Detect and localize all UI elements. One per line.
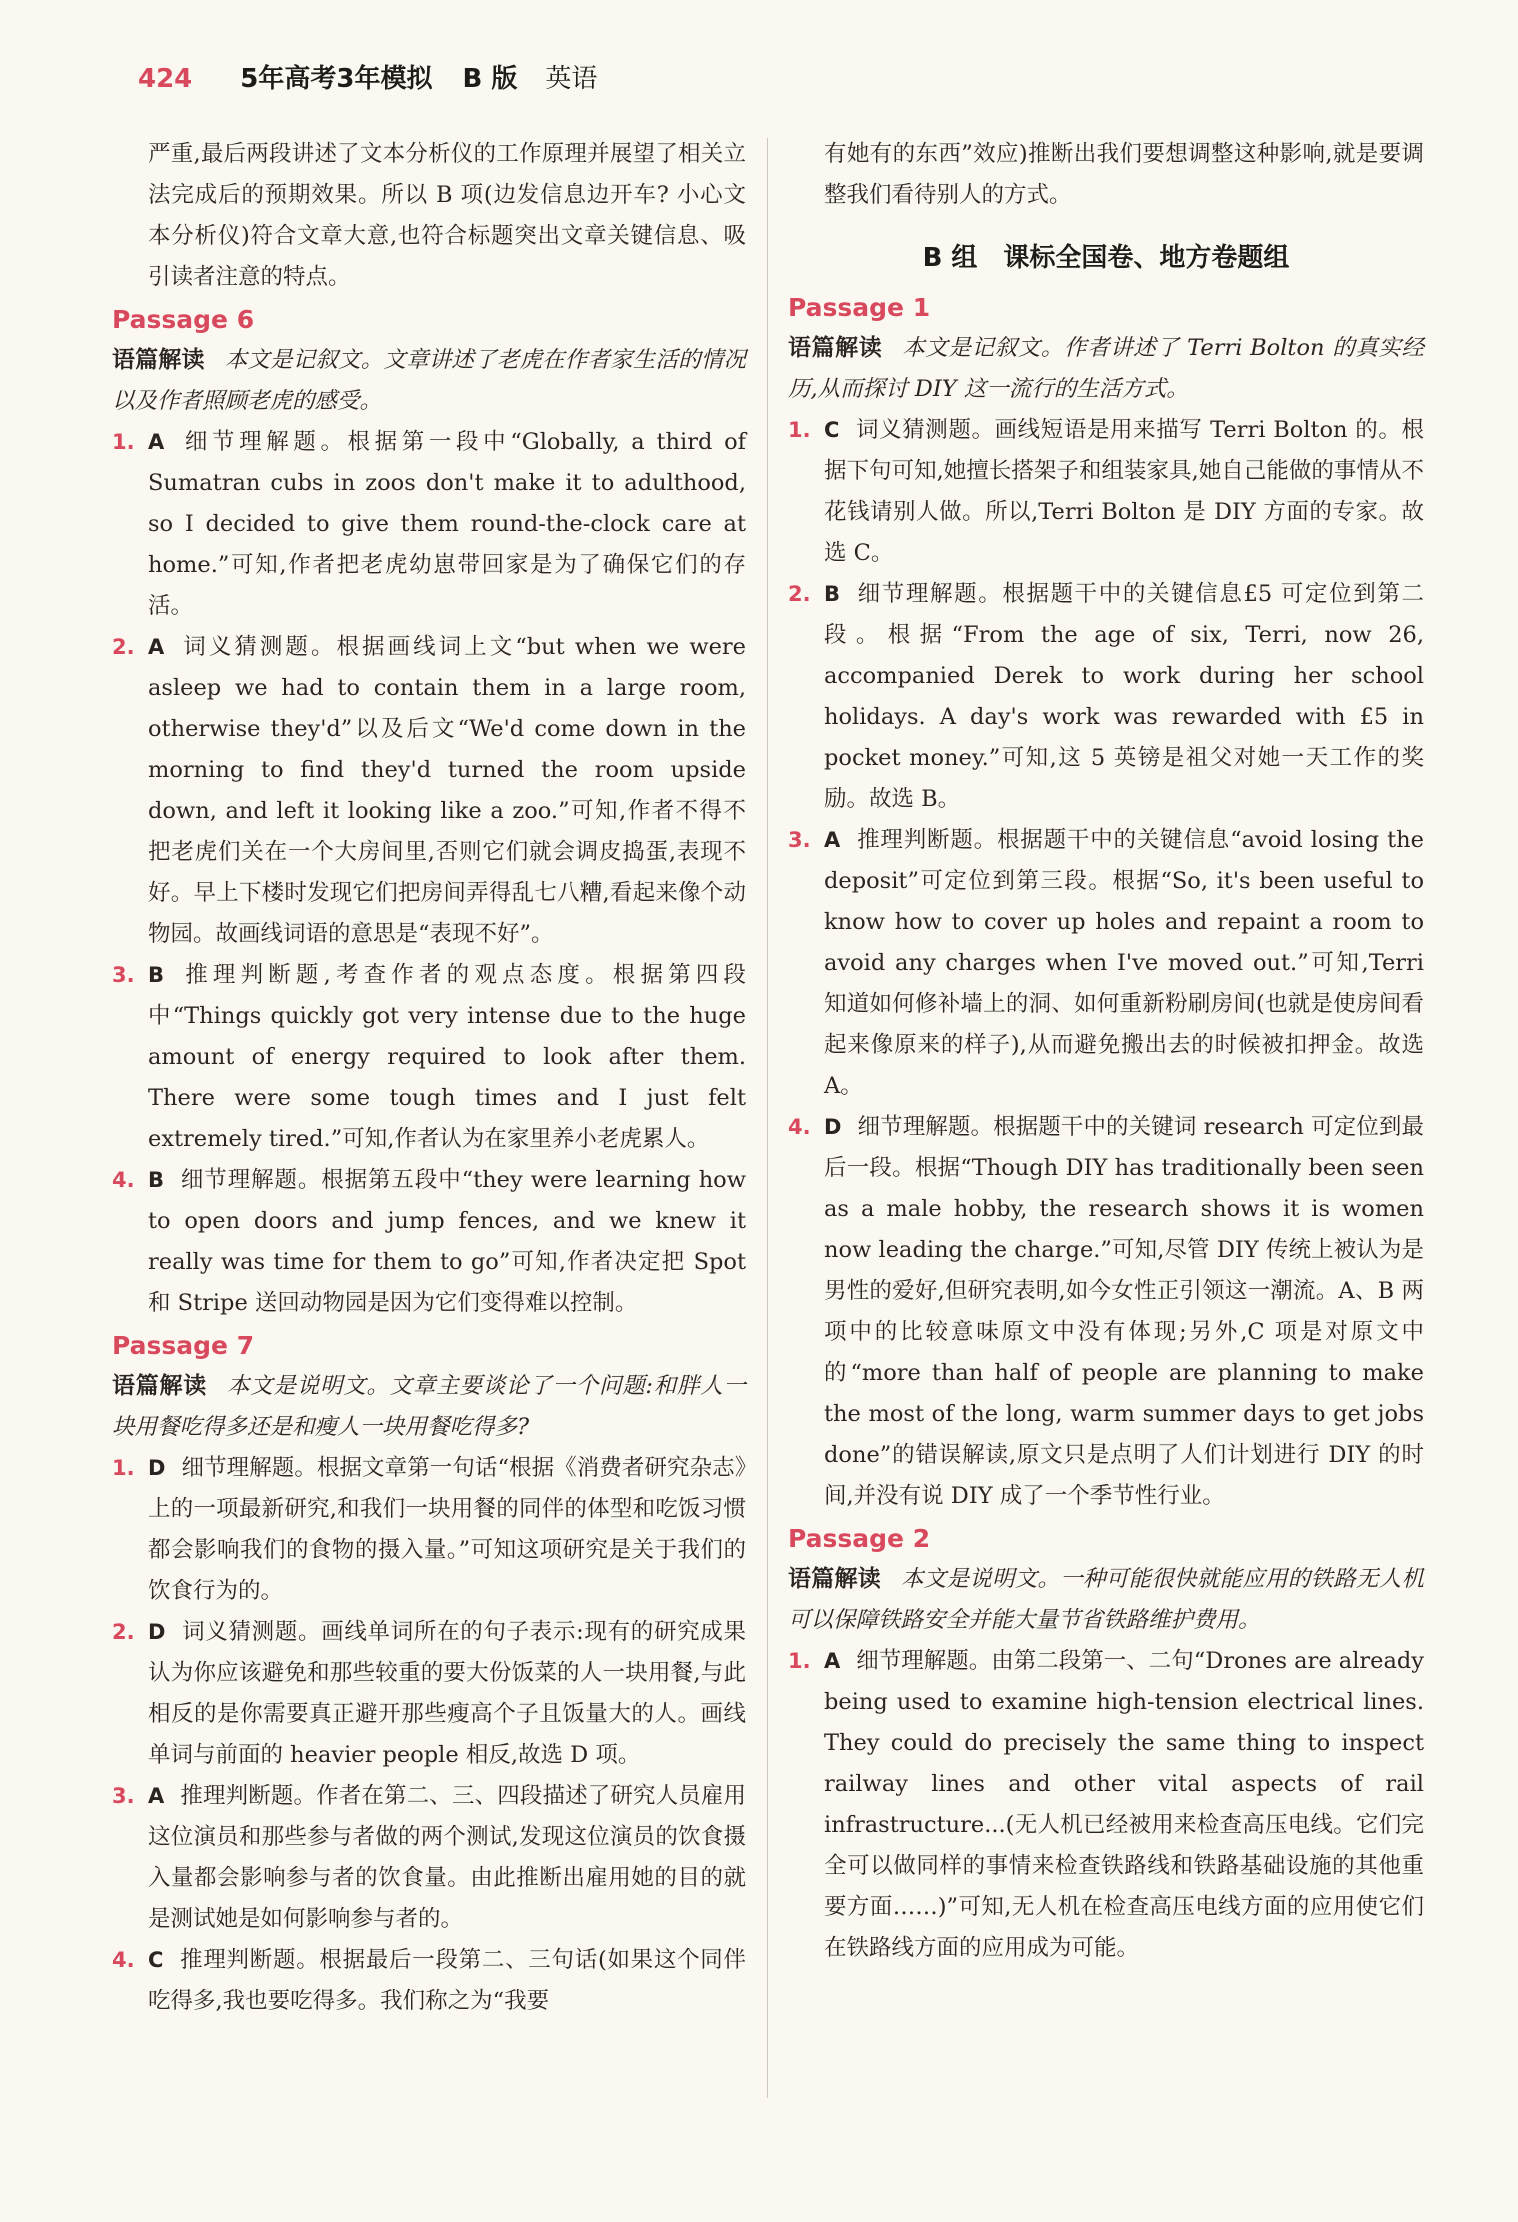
answer-letter: C [824, 418, 840, 442]
analysis-text: 本文是记叙文。文章讲述了老虎在作者家生活的情况以及作者照顾老虎的感受。 [112, 347, 746, 414]
explanation-text: 细节理解题。根据题干中的关键信息£5 可定位到第二段。根据“From the age of six, Terri, now 26, accompanied Derek to work during her school holidays. A day's work was rewarded with £5 in pocket money.”可知,这 5 英镑是祖父对她一天工作的奖励。故选 B。 [824, 581, 1424, 812]
question-number: 1. [112, 1456, 135, 1480]
answer-letter: D [148, 1620, 166, 1644]
question-number: 1. [788, 418, 811, 442]
question-number: 4. [112, 1168, 135, 1192]
question-item [112, 422, 746, 627]
explanation-text: 细节理解题。根据题干中的关键词 research 可定位到最后一段。根据“Though DIY has traditionally been seen as a male hobby, the research shows it is women now leading the charge.”可知,尽管 DIY 传统上被认为是男性的爱好,但研究表明,如今女性正引领这一潮流。A、B 两项中的比较意味原文中没有体现;另外,C 项是对原文中的“more than half of people are planning to make the most of the long, warm summer days to get jobs done”的错误解读,原文只是点明了人们计划进行 DIY 的时间,并没有说 DIY 成了一个季节性行业。 [824, 1114, 1424, 1509]
answer-letter: A [148, 1784, 165, 1808]
question-number: 3. [788, 828, 811, 852]
group-heading: B 组 课标全国卷、地方卷题组 [922, 243, 1290, 273]
analysis-text: 本文是说明文。文章主要谈论了一个问题:和胖人一块用餐吃得多还是和瘦人一块用餐吃得多? [112, 1373, 747, 1440]
passage-7-analysis [112, 1366, 746, 1448]
answer-letter: B [148, 1168, 165, 1192]
question-item [112, 955, 746, 1160]
passage-2-analysis [788, 1559, 1424, 1641]
question-item [112, 1940, 746, 2022]
passage-2-heading: Passage 2 [788, 1524, 931, 1553]
question-number: 2. [112, 635, 135, 659]
question-number: 3. [112, 963, 135, 987]
column-divider [767, 138, 768, 2098]
answer-letter: B [148, 963, 165, 987]
analysis-text: 本文是说明文。一种可能很快就能应用的铁路无人机可以保障铁路安全并能大量节省铁路维护费用。 [788, 1566, 1424, 1633]
edition-label: B 版 [462, 64, 518, 94]
explanation-text: 细节理解题。根据第五段中“they were learning how to open doors and jump fences, and we knew it really was time for them to go”可知,作者决定把 Spot 和 Stripe 送回动物园是因为它们变得难以控制。 [148, 1167, 746, 1316]
passage-6-heading: Passage 6 [112, 305, 255, 334]
analysis-label: 语篇解读 [788, 335, 883, 361]
question-item [112, 1612, 746, 1776]
explanation-text: 推理判断题,考查作者的观点态度。根据第四段中“Things quickly got very intense due to the huge amount of energy required to look after them. There were some tough times and I just felt extremely tired.”可知,作者认为在家里养小老虎累人。 [148, 962, 746, 1152]
question-number: 3. [112, 1784, 135, 1808]
explanation-text: 细节理解题。根据文章第一句话“根据《消费者研究杂志》上的一项最新研究,和我们一块用餐的同伴的体型和吃饭习惯都会影响我们的食物的摄入量。”可知这项研究是关于我们的饮食行为的。 [148, 1455, 746, 1604]
analysis-text: 本文是记叙文。作者讲述了 Terri Bolton 的真实经历,从而探讨 DIY 这一流行的生活方式。 [788, 335, 1424, 402]
answer-letter: A [148, 430, 165, 454]
subject-label: 英语 [545, 64, 598, 94]
analysis-label: 语篇解读 [112, 347, 205, 373]
question-number: 2. [112, 1620, 135, 1644]
question-item [112, 627, 746, 955]
answer-letter: A [824, 1649, 841, 1673]
passage-1-analysis [788, 328, 1424, 410]
intro-paragraph: 严重,最后两段讲述了文本分析仪的工作原理并展望了相关立法完成后的预期效果。所以 B 项(边发信息边开车? 小心文本分析仪)符合文章大意,也符合标题突出文章关键信息、吸引读者注意的特点。 [148, 141, 746, 290]
explanation-text: 词义猜测题。根据画线词上文“but when we were asleep we had to contain them in a large room, otherwise they'd”以及后文“We'd come down in the morning to find they'd turned the room upside down, and left it looking like a zoo.”可知,作者不得不把老虎们关在一个大房间里,否则它们就会调皮捣蛋,表现不好。早上下楼时发现它们把房间弄得乱七八糟,看起来像个动物园。故画线词语的意思是“表现不好”。 [148, 634, 746, 947]
answer-letter: D [824, 1115, 842, 1139]
question-item [112, 1448, 746, 1612]
explanation-text: 推理判断题。根据题干中的关键信息“avoid losing the deposit”可定位到第三段。根据“So, it's been useful to know how to cover up holes and repaint a room to avoid any charges when I've moved out.”可知,Terri 知道如何修补墙上的洞、如何重新粉刷房间(也就是使房间看起来像原来的样子),从而避免搬出去的时候被扣押金。故选 A。 [824, 827, 1424, 1099]
answer-letter: B [824, 582, 841, 606]
question-number: 4. [112, 1948, 135, 1972]
passage-6-analysis [112, 340, 746, 422]
left-column [112, 134, 746, 2022]
explanation-text: 词义猜测题。画线短语是用来描写 Terri Bolton 的。根据下句可知,她擅长搭架子和组装家具,她自己能做的事情从不花钱请别人做。所以,Terri Bolton 是 DIY 方面的专家。故选 C。 [824, 417, 1424, 566]
continuation-paragraph: 有她有的东西”效应)推断出我们要想调整这种影响,就是要调整我们看待别人的方式。 [824, 141, 1424, 208]
answer-letter: D [148, 1456, 166, 1480]
question-number: 1. [788, 1649, 811, 1673]
explanation-text: 细节理解题。由第二段第一、二句“Drones are already being used to examine high-tension electrical lines. They could do precisely the same thing to inspect railway lines and other vital aspects of rail infrastructure...(无人机已经被用来检查高压电线。它们完全可以做同样的事情来检查铁路线和铁路基础设施的其他重要方面……)”可知,无人机在检查高压电线方面的应用使它们在铁路线方面的应用成为可能。 [824, 1648, 1424, 1961]
question-item [788, 574, 1424, 820]
question-item [788, 1107, 1424, 1517]
question-item [112, 1776, 746, 1940]
analysis-label: 语篇解读 [788, 1566, 881, 1592]
question-item [788, 410, 1424, 574]
passage-1-heading: Passage 1 [788, 293, 931, 322]
explanation-text: 推理判断题。根据最后一段第二、三句话(如果这个同伴吃得多,我也要吃得多。我们称之为“我要 [148, 1947, 746, 2014]
question-number: 4. [788, 1115, 811, 1139]
passage-7-heading: Passage 7 [112, 1331, 255, 1360]
question-item [788, 1641, 1424, 1969]
answer-letter: C [148, 1948, 164, 1972]
question-number: 2. [788, 582, 811, 606]
answer-letter: A [148, 635, 165, 659]
page-header [138, 58, 597, 106]
right-column [788, 134, 1424, 1969]
analysis-label: 语篇解读 [112, 1373, 207, 1399]
question-number: 1. [112, 430, 135, 454]
explanation-text: 词义猜测题。画线单词所在的句子表示:现有的研究成果认为你应该避免和那些较重的要大份饭菜的人一块用餐,与此相反的是你需要真正避开那些瘦高个子且饭量大的人。画线单词与前面的 heavier people 相反,故选 D 项。 [148, 1619, 746, 1768]
explanation-text: 细节理解题。根据第一段中“Globally, a third of Sumatran cubs in zoos don't make it to adulthood, so I decided to give them round-the-clock care at home.”可知,作者把老虎幼崽带回家是为了确保它们的存活。 [148, 429, 746, 619]
explanation-text: 推理判断题。作者在第二、三、四段描述了研究人员雇用这位演员和那些参与者做的两个测试,发现这位演员的饮食摄入量都会影响参与者的饮食量。由此推断出雇用她的目的就是测试她是如何影响参与者的。 [148, 1783, 746, 1932]
question-item [788, 820, 1424, 1107]
book-title: 5年高考3年模拟 [240, 64, 433, 94]
question-item [112, 1160, 746, 1324]
answer-letter: A [824, 828, 841, 852]
page-number: 424 [138, 64, 193, 94]
